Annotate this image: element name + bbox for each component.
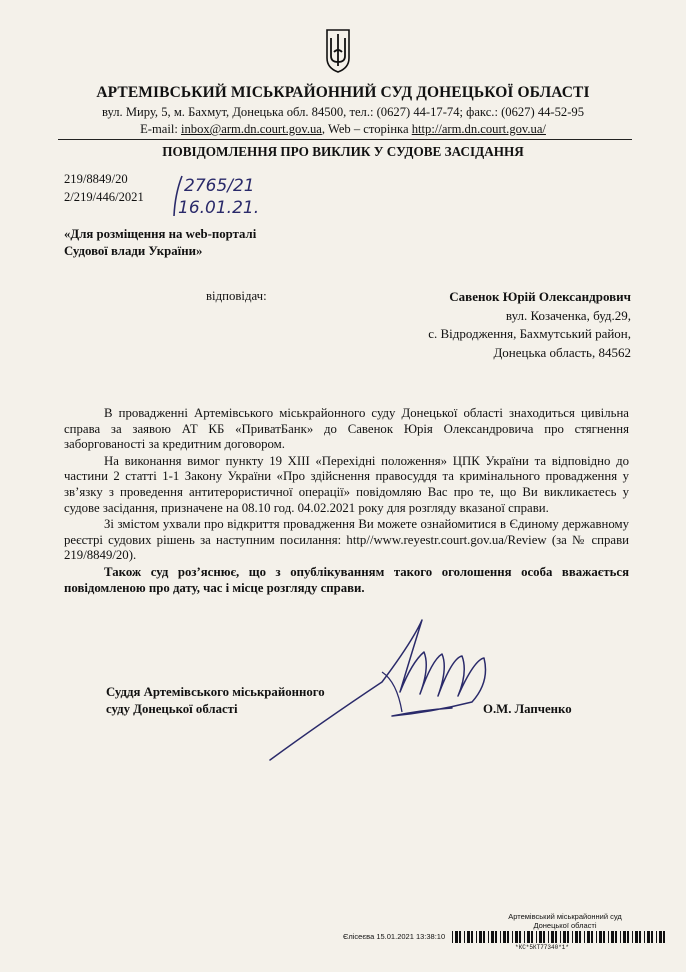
barcode-bar	[476, 931, 477, 943]
barcode-bar	[455, 931, 458, 943]
barcode-bar	[656, 931, 657, 943]
judge-name: О.М. Лапченко	[483, 702, 572, 716]
recipient-address-line: с. Відродження, Бахмутський район,	[428, 326, 631, 341]
barcode-bar	[647, 931, 650, 943]
recipient-address-line: Донецька область, 84562	[493, 344, 631, 360]
body-paragraph-bold: Також суд роз’яснює, що з опублікуванням такого оголошення особа вважається повідомленою про дату, час і місце розгляду справи.	[64, 564, 629, 595]
web-label: , Web – сторінка	[321, 122, 412, 136]
footer-court-line: Донецької області	[533, 921, 597, 930]
barcode-bar	[591, 931, 593, 943]
handwritten-reg-date: 16.01.21.	[178, 198, 260, 218]
judge-title-line: суду Донецької області	[106, 702, 238, 716]
placement-line: «Для розміщення на web-порталі	[64, 227, 257, 241]
recipient-name: Савенок Юрій Олександрович	[449, 289, 631, 304]
barcode-bar	[575, 931, 578, 943]
recipient-address-line: вул. Козаченка, буд.29,	[505, 307, 631, 323]
barcode-bar	[515, 931, 518, 943]
barcode	[452, 931, 666, 943]
barcode-bar	[555, 931, 557, 943]
court-contacts	[0, 122, 686, 137]
respondent-label: відповідач:	[206, 289, 267, 303]
barcode-bar	[531, 931, 533, 943]
barcode-bar	[507, 931, 509, 943]
barcode-bar	[567, 931, 569, 943]
barcode-bar	[464, 931, 465, 943]
barcode-bar	[471, 931, 473, 943]
barcode-bar	[491, 931, 494, 943]
barcode-code: *КС*5КТ77340*1*	[515, 944, 570, 951]
judge-title	[106, 684, 325, 718]
barcode-bar	[584, 931, 585, 943]
barcode-bar	[560, 931, 561, 943]
barcode-bar	[663, 931, 665, 943]
barcode-bar	[620, 931, 621, 943]
barcode-bar	[539, 931, 542, 943]
recipient-block	[428, 288, 631, 362]
footer-court-stamp	[460, 912, 670, 930]
barcode-bar	[632, 931, 633, 943]
body-paragraph: В провадженні Артемівського міськрайонного суду Донецької області знаходиться цивільна справа за заявою АТ КБ «ПриватБанк» до Савенок Юрія Олександровича про стягнення заборгованості за кредитним договором.	[64, 406, 629, 452]
barcode-bar	[483, 931, 485, 943]
barcode-bar	[548, 931, 549, 943]
barcode-bar	[543, 931, 545, 943]
barcode-bar	[639, 931, 641, 943]
web-link[interactable]: http://arm.dn.court.gov.ua/	[411, 122, 546, 136]
barcode-bar	[459, 931, 461, 943]
handwritten-reg-number: 2765/21	[184, 176, 255, 196]
barcode-bar	[527, 931, 530, 943]
barcode-bar	[579, 931, 581, 943]
barcode-bar	[551, 931, 554, 943]
barcode-bar	[512, 931, 513, 943]
barcode-bar	[536, 931, 537, 943]
barcode-bar	[519, 931, 521, 943]
notice-body	[64, 406, 629, 597]
placement-line: Судової влади України»	[64, 244, 203, 258]
barcode-bar	[599, 931, 602, 943]
email-label: E-mail:	[140, 122, 181, 136]
barcode-bar	[563, 931, 566, 943]
header-divider	[58, 139, 632, 140]
barcode-bar	[587, 931, 590, 943]
case-number: 219/8849/20	[64, 172, 128, 186]
barcode-bar	[524, 931, 525, 943]
barcode-bar	[623, 931, 626, 943]
barcode-bar	[495, 931, 497, 943]
court-name: АРТЕМІВСЬКИЙ МІСЬКРАЙОННИЙ СУД ДОНЕЦЬКОЇ ОБЛАСТІ	[96, 84, 590, 101]
barcode-bar	[615, 931, 617, 943]
barcode-bar	[452, 931, 453, 943]
court-address: вул. Миру, 5, м. Бахмут, Донецька обл. 84500, тел.: (0627) 44-17-74; факс.: (0627) 44-52-95	[101, 105, 584, 119]
barcode-bar	[659, 931, 662, 943]
barcode-bar	[644, 931, 645, 943]
barcode-bar	[651, 931, 653, 943]
barcode-bar	[611, 931, 614, 943]
barcode-bar	[500, 931, 501, 943]
barcode-bar	[635, 931, 638, 943]
body-paragraph: На виконання вимог пункту 19 ХІІІ «Перехідні положення» ЦПК України та відповідно до частини 2 статті 1-1 Закону України «Про здійснення правосуддя та кримінального провадження у зв’язку з проведення антитерористичної операції» повідомляю Вас про те, що Ви викликаєтесь у судове засідання, призначене на 08.10 год. 04.02.2021 року для розгляду вказаної справи.	[64, 453, 629, 515]
barcode-bar	[627, 931, 629, 943]
body-paragraph: Зі змістом ухвали про відкриття провадження Ви можете ознайомитися в Єдиному державному реєстрі судових рішень за наступним посилання: http//www.reyestr.court.gov.ua/Review (за № справи 219/8849/20).	[64, 517, 629, 563]
proceeding-number: 2/219/446/2021	[64, 190, 144, 204]
barcode-bar	[608, 931, 609, 943]
footer-court-line: Артемівський міськрайонний суд	[508, 912, 622, 921]
barcode-bar	[488, 931, 489, 943]
barcode-bar	[503, 931, 506, 943]
barcode-bar	[596, 931, 597, 943]
placement-note	[64, 226, 256, 260]
barcode-bar	[572, 931, 573, 943]
clerk-stamp: Єлісеєва 15.01.2021 13:38:10	[343, 932, 446, 941]
barcode-bar	[467, 931, 470, 943]
judge-title-line: Суддя Артемівського міськрайонного	[106, 685, 325, 699]
barcode-bar	[603, 931, 605, 943]
trident-emblem-icon	[325, 28, 351, 74]
barcode-bar	[479, 931, 482, 943]
email-link[interactable]: inbox@arm.dn.court.gov.ua	[180, 122, 322, 136]
notice-title: ПОВІДОМЛЕННЯ ПРО ВИКЛИК У СУДОВЕ ЗАСІДАННЯ	[162, 144, 524, 159]
